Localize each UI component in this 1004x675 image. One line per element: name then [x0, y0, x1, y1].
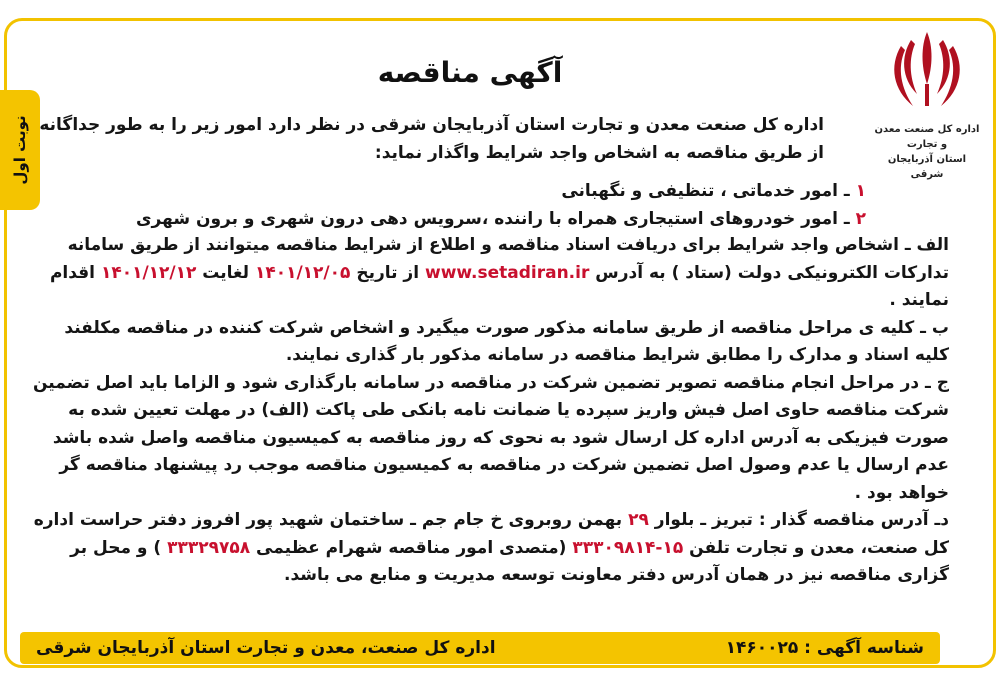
- page-title: آگهی مناقصه: [377, 56, 563, 89]
- dal-number: ۲۹: [628, 510, 649, 530]
- ad-id-label: شناسه آگهی :: [804, 638, 924, 658]
- paragraph-alef: [29, 232, 949, 315]
- item-number: ۲: [855, 208, 866, 229]
- footer-bar: [20, 632, 940, 664]
- intro-line-2: از طریق مناقصه به اشخاص واجد شرایط واگذار نماید:: [374, 142, 824, 163]
- paragraph-be: ب ـ کلیه ی مراحل مناقصه از طریق سامانه مذکور صورت میگیرد و اشخاص شرکت کننده در مناقصه مکلفند کلیه اسناد و مدارک را مطابق شرایط مناقصه در سامانه مذکور بار گذاری نمایند.: [64, 317, 949, 365]
- logo-line-1: اداره کل صنعت معدن و تجارت: [874, 124, 980, 150]
- list-item: [16, 206, 866, 234]
- dal-text-2: بهمن روبروی خ جام جم ـ ساختمان شهید پور افروز دفتر حراست اداره کل صنعت، معدن و تجارت تلفن: [33, 510, 949, 558]
- dal-text-3: (متصدی امور مناقصه شهرام عظیمی: [256, 537, 567, 558]
- website-link[interactable]: www.setadiran.ir: [424, 262, 590, 283]
- items-list: [16, 178, 866, 233]
- phone-1: ۱۵-۳۳۳۰۹۸۱۴: [572, 537, 684, 558]
- iran-emblem-icon: [887, 26, 967, 118]
- dal-text-1: تبریز ـ بلوار: [654, 510, 753, 530]
- alef-text-4: اقدام نمایند .: [49, 262, 949, 310]
- footer-org: اداره کل صنعت، معدن و تجارت استان آذربایجان شرقی: [36, 638, 496, 658]
- item-number: ۱: [855, 181, 866, 201]
- ad-id-value: ۱۴۶۰۰۲۵: [725, 638, 799, 658]
- address-label: دـ آدرس مناقصه گذار :: [758, 510, 949, 530]
- alef-text-3: لغایت: [202, 262, 250, 283]
- paragraph-dal: [29, 507, 949, 590]
- paragraph-jim: ج ـ در مراحل انجام مناقصه تصویر تضمین شرکت در مناقصه در سامانه بارگذاری شود و الزاما باید اصل تضمین شرکت مناقصه حاوی اصل فیش واریز سپرده یا ضمانت نامه بانکی طی پاکت (الف) در مهلت تعیین شده به صورت فیزیکی به آدرس اداره کل ارسال شود به نحوی که روز مناقصه به کمیسیون مناقصه واصل شده باشد عدم ارسال یا عدم وصول اصل تضمین شرکت در مناقصه به کمیسیون مناقصه موجب رد پیشنهاد مناقصه گر خواهد بود .: [33, 372, 949, 503]
- date-from: ۱۴۰۱/۱۲/۰۵: [254, 262, 351, 283]
- alef-text-1: الف ـ اشخاص واجد شرایط برای دریافت اسناد مناقصه و اطلاع از شرایط مناقصه میتوانند از طریق سامانه تدارکات الکترونیکی دولت (ستاد ) به آدرس: [67, 235, 949, 283]
- intro-line-1: اداره کل صنعت معدن و تجارت استان آذربایجان شرقی در نظر دارد امور زیر را به طور جداگانه: [39, 115, 824, 135]
- alef-text-2: از تاریخ: [356, 262, 420, 283]
- conditions-text: [29, 232, 949, 590]
- side-tab-label: نوبت اول: [11, 115, 29, 185]
- ad-id: [726, 638, 924, 658]
- item-text: ـ امور خودروهای استیجاری همراه با راننده ،سرویس دهی درون شهری و برون شهری: [135, 208, 850, 229]
- dal-text-4: ) و محل بر گزاری مناقصه نیز در همان آدرس دفتر معاونت توسعه مدیریت و منابع می باشد.: [70, 537, 949, 585]
- emblem-logo: [872, 26, 982, 180]
- logo-line-2: استان آذربایجان شرقی: [887, 154, 967, 180]
- date-to: ۱۴۰۱/۱۲/۱۲: [100, 262, 197, 283]
- item-text: ـ امور خدماتی ، تنظیفی و نگهبانی: [561, 181, 850, 201]
- list-item: [16, 178, 866, 206]
- intro-text: [24, 112, 824, 167]
- phone-2: ۳۳۳۲۹۷۵۸: [167, 537, 251, 558]
